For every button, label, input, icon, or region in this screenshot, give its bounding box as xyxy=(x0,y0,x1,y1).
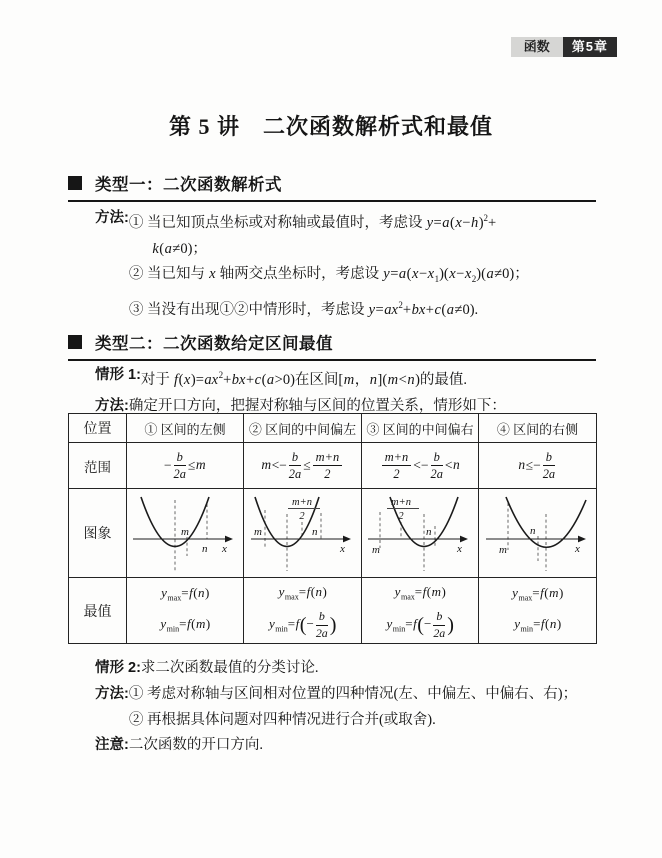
extrema-cases-table xyxy=(68,413,597,644)
svg-text:m: m xyxy=(181,526,189,538)
note-text: 二次函数的开口方向. xyxy=(128,737,263,754)
table-row-graph xyxy=(69,489,597,578)
method-item-3: ③ 当没有出现①②中情形时，考虑设 $y=ax^2+bx+c(a\ne 0)$. xyxy=(128,300,479,318)
row-header-graph: 图象 xyxy=(69,489,127,578)
svg-text:2: 2 xyxy=(398,511,404,522)
method2-item-2: ② 再根据具体问题对四种情况进行合并(或取舍). xyxy=(128,711,436,728)
case1-statement: 对于 $f(x)=ax^2+bx+c(a>0)$在区间[m，n](m<n)的最值. xyxy=(140,370,468,388)
position-cell-3: ③ 区间的中间偏右 xyxy=(362,414,479,443)
svg-text:n: n xyxy=(426,526,432,538)
case1-label: 情形 1: xyxy=(95,367,141,383)
table-row-range xyxy=(69,443,597,489)
black-square-icon xyxy=(68,176,82,190)
svg-text:n: n xyxy=(311,526,317,538)
parabola-axis-mid-left xyxy=(247,492,359,574)
extrema-cell-1 xyxy=(127,578,244,644)
ymin-formula: $y_{min}=f(-$ $\frac{b}{2a}$ ) xyxy=(386,608,455,640)
svg-text:n: n xyxy=(529,525,535,537)
table-row-position xyxy=(69,414,597,443)
table-row-extrema xyxy=(69,578,597,644)
row-header-range: 范围 xyxy=(69,443,127,489)
header-chapter-tab: 第5章 xyxy=(563,37,617,57)
section-heading-label: 类型一：二次函数解析式 xyxy=(95,176,282,194)
svg-text:x: x xyxy=(574,543,580,555)
position-cell-1: ① 区间的左侧 xyxy=(127,414,244,443)
method-label: 方法: xyxy=(95,210,129,226)
case2-label: 情形 2: xyxy=(95,660,141,676)
row-header-position: 位置 xyxy=(69,414,127,443)
section-heading-type1 xyxy=(68,171,596,202)
case1-method-text: 确定开口方向，把握对称轴与区间的位置关系，情形如下： xyxy=(128,397,506,414)
ymin-formula: $y_{min}=f(n)$ xyxy=(514,615,562,634)
ymax-formula: $y_{max}=f(m)$ xyxy=(512,584,564,603)
svg-text:x: x xyxy=(339,543,345,555)
svg-text:x: x xyxy=(457,543,462,555)
graph-cell-4 xyxy=(479,489,597,578)
svg-text:x: x xyxy=(222,543,227,555)
page-header xyxy=(511,37,617,57)
case2-statement: 求二次函数最值的分类讨论. xyxy=(140,660,319,676)
ymax-formula: $y_{max}=f(n)$ xyxy=(161,584,210,603)
svg-text:m: m xyxy=(498,544,507,556)
svg-text:m: m xyxy=(372,544,380,556)
case2-block xyxy=(95,656,596,759)
graph-cell-3 xyxy=(362,489,479,578)
black-square-icon xyxy=(68,335,82,349)
section-heading-label: 类型二：二次函数给定区间最值 xyxy=(95,335,333,353)
ymin-formula: $y_{min}=f(-$ $\frac{b}{2a}$ ) xyxy=(268,608,337,640)
parabola-axis-left-of-interval xyxy=(129,492,241,574)
extrema-cell-2 xyxy=(244,578,362,644)
range-cell-2: m<− $\frac{b}{2a}$ ≤ $\frac{m+n}{2}$ xyxy=(244,443,362,489)
note-label: 注意: xyxy=(95,737,129,754)
section-heading-type2 xyxy=(68,330,596,361)
range-cell-1: − $\frac{b}{2a}$ ≤m xyxy=(127,443,244,489)
method-item-2: ② 当已知与 x 轴两交点坐标时，考虑设 $y=a(x-x_1)(x-x_2)(a\ne 0)$； xyxy=(128,266,529,285)
page-title: 第 5 讲 二次函数解析式和最值 xyxy=(168,114,493,139)
position-cell-2: ② 区间的中间偏左 xyxy=(244,414,362,443)
ymin-formula: $y_{min}=f(m)$ xyxy=(160,615,211,634)
graph-cell-1 xyxy=(127,489,244,578)
ymax-formula: $y_{max}=f(n)$ xyxy=(278,584,327,602)
svg-text:m: m xyxy=(253,526,262,538)
range-cell-3: $\frac{m+n}{2}$ <− $\frac{b}{2a}$ <n xyxy=(362,443,479,489)
method-item-1: ① 当已知顶点坐标或对称轴或最值时，考虑设 $y=a(x-h)^2+$ k(a≠0)； xyxy=(128,213,497,257)
svg-text:m+n: m+n xyxy=(291,497,312,508)
extrema-cell-3 xyxy=(362,578,479,644)
row-header-extrema: 最值 xyxy=(69,578,127,644)
range-cell-4: n≤− $\frac{b}{2a}$ xyxy=(479,443,597,489)
svg-text:2: 2 xyxy=(298,511,305,522)
header-section-tab: 函数 xyxy=(511,37,563,57)
graph-cell-2 xyxy=(244,489,362,578)
svg-text:m+n: m+n xyxy=(391,497,411,508)
method2-item-1: ① 考虑对称轴与区间相对位置的四种情况(左、中偏左、中偏右、右)； xyxy=(128,685,578,702)
case1-block xyxy=(95,363,596,419)
position-cell-4: ④ 区间的右侧 xyxy=(479,414,597,443)
svg-text:n: n xyxy=(202,543,208,555)
parabola-axis-mid-right xyxy=(364,492,476,574)
method-label: 方法: xyxy=(95,685,129,702)
extrema-cell-4 xyxy=(479,578,597,644)
ymax-formula: $y_{max}=f(m)$ xyxy=(394,584,446,602)
parabola-axis-right-of-interval xyxy=(482,492,594,574)
method-label: 方法: xyxy=(95,397,129,414)
type1-method-block xyxy=(95,206,596,324)
